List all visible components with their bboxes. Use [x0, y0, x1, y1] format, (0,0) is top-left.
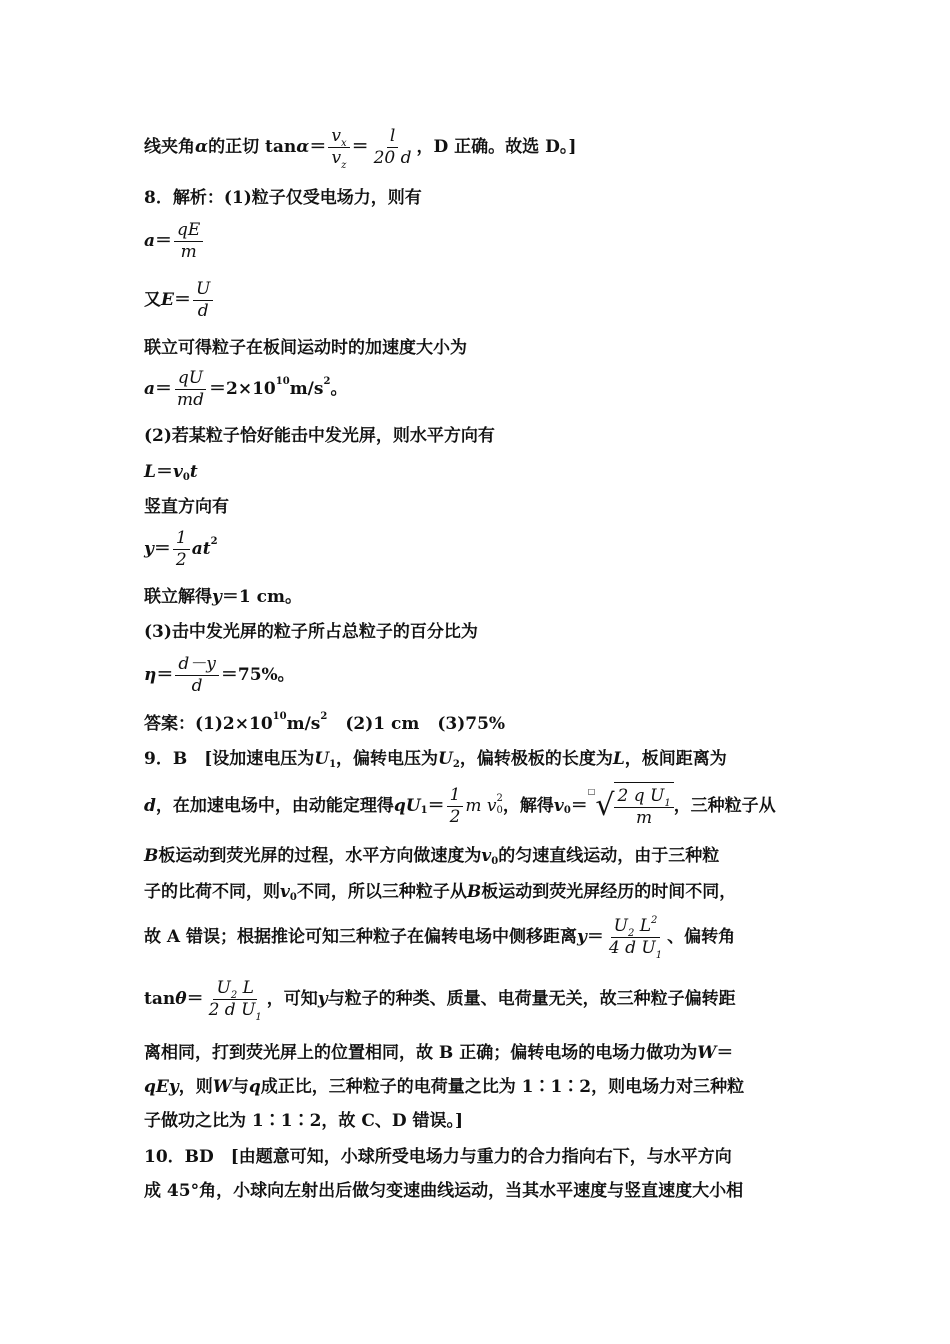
line-5: 联立可得粒子在板间运动时的加速度大小为: [144, 338, 467, 358]
line-20: tan θ ＝ $\frac{U_2 L}{2 d U_1}$ ，可知 y 与粒子的种类、质量、电荷量无关，故三种粒子偏转距: [144, 978, 736, 1023]
line-17: B 板运动到荧光屏的过程，水平方向做速度为 v 0 的匀速直线运动，由于三种粒: [144, 846, 720, 867]
symbol-alpha: α: [296, 137, 310, 157]
line-23: 子做功之比为 1∶1∶2，故 C、D 错误。]: [144, 1111, 464, 1131]
line-12: (3)击中发光屏的粒子所占总粒子的百分比为: [144, 622, 478, 642]
equals: ＝: [351, 137, 369, 157]
line-6: a ＝ $\frac{qU}{md}$ ＝2×10 10 m/s 2 。: [144, 368, 348, 410]
line-8: L ＝ v 0 t: [144, 462, 198, 483]
text: 线夹角: [144, 137, 195, 157]
sqrt-2qU1-over-m: √ $\frac{2 q U_1}{m}$: [595, 782, 673, 830]
fraction-1-2: $\frac{1}{2}$: [447, 787, 464, 826]
line-1: [144, 126, 577, 171]
line-13: η ＝ $\frac{d-y}{d}$ ＝75%。: [144, 654, 295, 696]
line-15: 9．B [设加速电压为 U 1 ，偏转电压为 U 2 ，偏转极板的长度为 L ，板间距离为: [144, 749, 727, 770]
symbol-alpha: α: [195, 137, 209, 157]
fraction-U2L2-4dU1: $\frac{U_2 L^2}{4 d U_1}$: [608, 915, 663, 961]
text: 的正切 tan: [208, 137, 297, 157]
line-25: 成 45°角，小球向左射出后做匀变速曲线运动，当其水平速度与竖直速度大小相: [144, 1181, 744, 1201]
line-18: 子的比荷不同，则 v 0 不同，所以三种粒子从 B 板运动到荧光屏经历的时间不同，: [144, 882, 737, 903]
fraction-qU-md: $\frac{qU}{md}$: [174, 370, 207, 409]
fraction-vx-vz: $\frac{v_x}{v_z}$: [328, 128, 349, 167]
text: ，D 正确。故选 D。]: [416, 137, 577, 157]
fraction-U-d: $\frac{U}{d}$: [193, 281, 213, 320]
line-9: 竖直方向有: [144, 497, 229, 517]
fraction-qE-m: $\frac{qE}{m}$: [174, 222, 203, 261]
line-7: (2)若某粒子恰好能击中发光屏，则水平方向有: [144, 426, 495, 446]
fraction-d-minus-y-d: $\frac{d-y}{d}$: [175, 656, 219, 695]
line-14-answer: 答案：(1)2×10 10 m/s 2 (2)1 cm (3)75%: [144, 710, 506, 734]
line-19: 故 A 错误；根据推论可知三种粒子在偏转电场中侧移距离 y ＝ $\frac{U_2 L^2}{4 d U_1}$ 、偏转角: [144, 915, 736, 961]
line-10: y ＝ $\frac{1}{2}$ at 2: [144, 528, 218, 570]
text: 8．解析：(1)粒子仅受电场力，则有: [144, 188, 422, 208]
line-21: 离相同，打到荧光屏上的位置相同，故 B 正确；偏转电场的电场力做功为 W ＝: [144, 1043, 734, 1063]
line-24: 10．BD [由题意可知，小球所受电场力与重力的合力指向右下，与水平方向: [144, 1147, 732, 1167]
line-4: 又 E ＝ $\frac{U}{d}$: [144, 281, 215, 320]
line-3: a ＝ $\frac{qE}{m}$: [144, 222, 205, 261]
fraction-U2L-2dU1: $\frac{U_2 L}{2 d U_1}$: [208, 978, 262, 1023]
fraction-l-20d: $\frac{l}{20 d}$: [373, 126, 412, 168]
line-11: 联立解得 y ＝1 cm。: [144, 587, 302, 607]
line-16: d ，在加速电场中，由动能定理得 qU 1 ＝ $\frac{1}{2}$ m v 2 0 ，解得 v 0 ＝ □ √ $\frac{2 q U_1}{m}$ ，三种粒子从: [144, 782, 776, 830]
line-22: qEy ，则 W 与 q 成正比，三种粒子的电荷量之比为 1∶1∶2，则电场力对三种粒: [144, 1077, 745, 1097]
line-2: [144, 190, 422, 207]
equals: ＝: [309, 137, 327, 157]
fraction-1-2: $\frac{1}{2}$: [173, 530, 190, 569]
